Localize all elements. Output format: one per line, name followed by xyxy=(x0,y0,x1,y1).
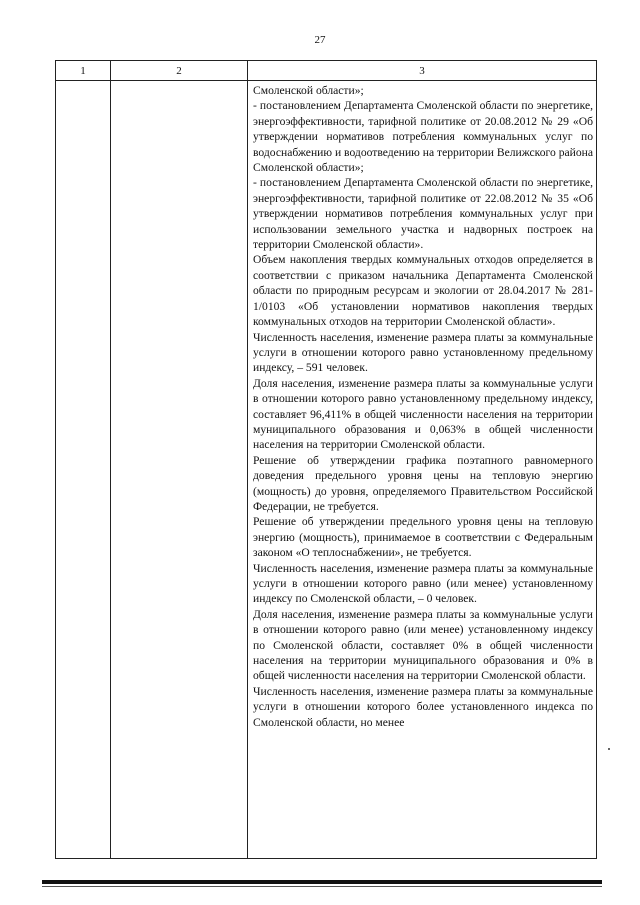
paragraph: Численность населения, изменение размера платы за коммунальные услуги в отношении которого равно установленному предельному индексу, – 591 человек. xyxy=(253,330,593,375)
page-number: 27 xyxy=(314,34,326,46)
column-header-2: 2 xyxy=(111,61,248,81)
document-table xyxy=(55,60,597,859)
column-2-cell xyxy=(111,81,248,859)
scan-speck xyxy=(608,748,610,750)
paragraph: Доля населения, изменение размера платы за коммунальные услуги в отношении которого равно (или менее) установленному индексу по Смоленской области, составляет 0% в общей численности населения на территории муниципального образования и 0% в общей численности населения на территории Смоленской области. xyxy=(253,607,593,683)
column-header-3: 3 xyxy=(248,61,597,81)
paragraph: - постановлением Департамента Смоленской области по энергетике, энергоэффективности, тарифной политике от 20.08.2012 № 29 «Об утверждении нормативов потребления коммунальных услуг по водоснабжению и водоотведению на территории Велижского района Смоленской области»; xyxy=(253,99,593,175)
table-header-row xyxy=(56,61,597,81)
bottom-rule-thin xyxy=(42,886,602,887)
bottom-rule xyxy=(42,880,602,884)
column-3-cell xyxy=(248,81,597,859)
table-row xyxy=(56,81,597,859)
paragraph: Решение об утверждении графика поэтапного равномерного доведения предельного уровня цены на тепловую энергию (мощность) до уровня, определяемого Правительством Российской Федерации, не требуется. xyxy=(253,453,593,513)
paragraph: Решение об утверждении предельного уровня цены на тепловую энергию (мощность), принимаемое в соответствии с Федеральным законом «О теплоснабжении», не требуется. xyxy=(253,515,593,560)
paragraph: Смоленской области»; xyxy=(253,84,364,97)
paragraph: Доля населения, изменение размера платы за коммунальные услуги в отношении которого равно установленному предельному индексу, составляет 96,411% в общей численности населения на территории муниципального образования и 0,063% в общей численности населения на территории Смоленской области. xyxy=(253,376,593,452)
paragraph: - постановлением Департамента Смоленской области по энергетике, энергоэффективности, тарифной политике от 22.08.2012 № 35 «Об утверждении нормативов потребления коммунальных услуг при использовании земельного участка и надворных построек на территории Смоленской области». xyxy=(253,176,593,252)
paragraph: Численность населения, изменение размера платы за коммунальные услуги в отношении которого более установленного индекса по Смоленской области, но менее xyxy=(253,684,593,729)
paragraph: Численность населения, изменение размера платы за коммунальные услуги в отношении которого равно (или менее) установленному индексу по Смоленской области, – 0 человек. xyxy=(253,561,593,606)
paragraph: Объем накопления твердых коммунальных отходов определяется в соответствии с приказом начальника Департамента Смоленской области по природным ресурсам и экологии от 28.04.2017 № 281-1/0103 «Об установлении нормативов накопления твердых коммунальных отходов на территории Смоленской области». xyxy=(253,253,593,329)
column-1-cell xyxy=(56,81,111,859)
column-header-1: 1 xyxy=(56,61,111,81)
